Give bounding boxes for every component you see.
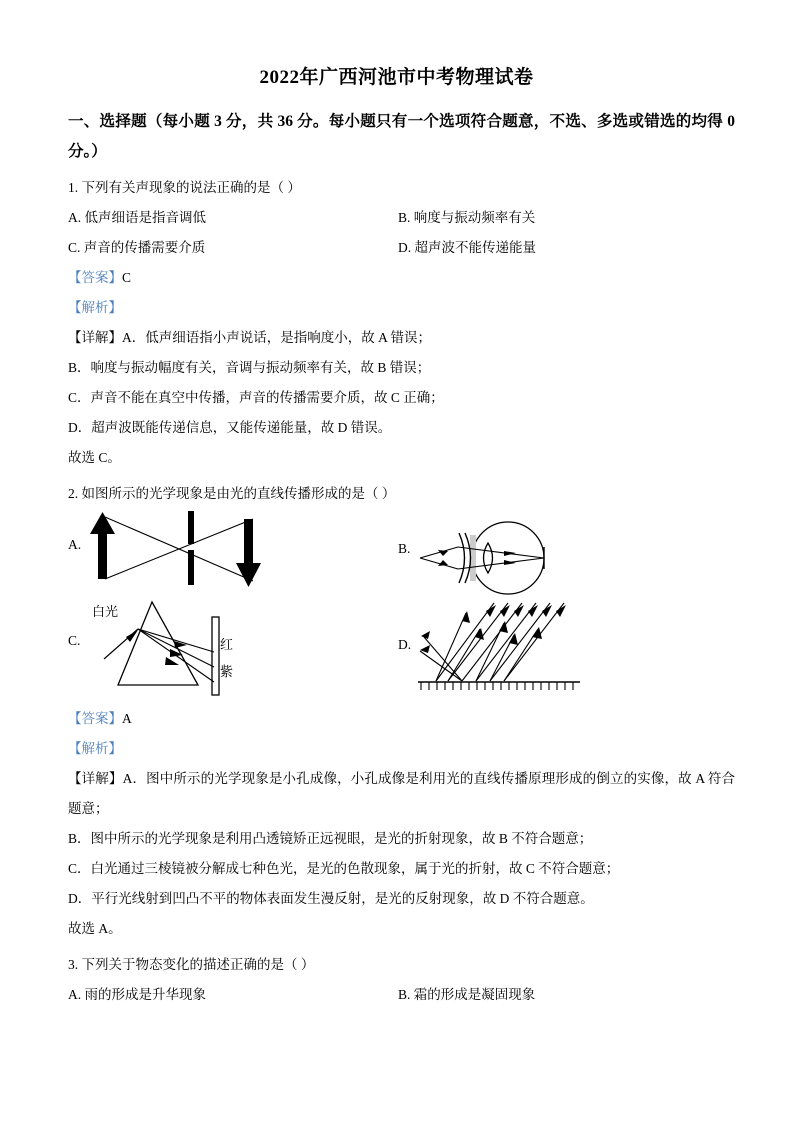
question-2-analysis-head: [0, 734, 793, 764]
question-1-stem: [0, 167, 793, 203]
option-a-key: A.: [68, 987, 82, 1002]
question-3-stem: [0, 944, 793, 980]
question-2-text: 如图所示的光学现象是由光的直线传播形成的是（ ）: [81, 486, 396, 501]
question-2-answer: [0, 704, 793, 734]
question-2-explanation-line-2: B．图中所示的光学现象是利用凸透镜矫正远视眼，是光的折射现象，故 B 不符合题意；: [68, 831, 593, 846]
detail-tag: 【详解】: [68, 771, 123, 786]
question-1-option-c[interactable]: [68, 240, 205, 255]
question-1-explanation-line-2: B．响度与振动幅度有关，音调与振动频率有关，故 B 错误；: [68, 360, 431, 375]
detail-tag: 【详解】: [68, 330, 122, 345]
option-d-key: D.: [398, 240, 412, 255]
question-3-options-row-1: [0, 980, 793, 1010]
question-2-figure: [0, 509, 793, 704]
question-1-answer-value: C: [122, 270, 132, 285]
question-3-text: 下列关于物态变化的描述正确的是（ ）: [81, 957, 315, 972]
option-a-text: 雨的形成是升华现象: [84, 987, 206, 1002]
question-2-stem: [0, 473, 793, 509]
option-c-text: 声音的传播需要介质: [83, 240, 206, 255]
option-a-text: 低声细语是指音调低: [84, 210, 206, 225]
question-1-explanation-line-1: [0, 323, 793, 353]
prism-dispersion-icon: [96, 597, 226, 702]
option-d-text: 超声波不能传递能量: [414, 240, 536, 255]
explanation-text: A．低声细语指小声说话，是指响度小，故 A 错误；: [122, 330, 432, 345]
analysis-tag: 【解析】: [68, 741, 122, 756]
page-title: 2022年广西河池市中考物理试卷: [259, 67, 534, 88]
option-b-text: 霜的形成是凝固现象: [413, 987, 536, 1002]
question-2-explanation-line-1: [0, 764, 793, 824]
explanation-text: A．图中所示的光学现象是小孔成像，小孔成像是利用光的直线传播原理形成的倒立的实像，故 A 符合题意；: [68, 771, 735, 816]
option-c-key: C.: [68, 240, 81, 255]
figure-option-d-label: D.: [398, 637, 412, 652]
question-1-option-b[interactable]: [398, 203, 535, 233]
figure-option-a-label: A.: [68, 537, 82, 552]
eye-convex-lens-icon: [418, 509, 568, 599]
question-1-text: 下列有关声现象的说法正确的是（ ）: [81, 180, 301, 195]
question-1-number: 1.: [68, 180, 79, 195]
figure-option-c-label: C.: [68, 633, 81, 648]
question-1-option-a[interactable]: [68, 210, 206, 225]
question-2-explanation-line-3: C．白光通过三棱镜被分解成七种色光，是光的色散现象，属于光的折射，故 C 不符合题意；: [68, 861, 620, 876]
question-1-options-row-2: [0, 233, 793, 263]
white-light-label: 白光: [92, 604, 119, 619]
question-1-option-d[interactable]: [398, 233, 536, 263]
question-2-answer-value: A: [122, 711, 132, 726]
analysis-tag: 【解析】: [68, 300, 122, 315]
question-1-answer: [0, 263, 793, 293]
answer-tag: 【答案】: [68, 711, 122, 726]
question-3-option-b[interactable]: [398, 980, 535, 1010]
figure-option-b-label: B.: [398, 541, 411, 556]
question-2-explanation-line-4: D．平行光线射到凹凸不平的物体表面发生漫反射，是光的反射现象，故 D 不符合题意。: [68, 891, 594, 906]
option-b-key: B.: [398, 987, 411, 1002]
option-b-key: B.: [398, 210, 411, 225]
section-heading: 一、选择题（每小题 3 分，共 36 分。每小题只有一个选项符合题意，不选、多选或错选的均得 0 分。）: [68, 113, 735, 160]
red-light-label: 红: [220, 637, 234, 652]
question-2-explanation-line-5: 故选 A。: [68, 921, 122, 936]
violet-light-label: 紫: [220, 664, 234, 679]
question-1-explanation-line-5: 故选 C。: [68, 450, 121, 465]
question-3-option-a[interactable]: [68, 987, 206, 1002]
question-3-number: 3.: [68, 957, 79, 972]
diffuse-reflection-icon: [418, 599, 583, 699]
question-1-explanation-line-3: C．声音不能在真空中传播，声音的传播需要介质，故 C 正确；: [68, 390, 444, 405]
option-a-key: A.: [68, 210, 82, 225]
option-b-text: 响度与振动频率有关: [413, 210, 536, 225]
question-1-analysis-head: [0, 293, 793, 323]
pinhole-camera-icon: [85, 509, 285, 599]
question-1-options-row-1: [0, 203, 793, 233]
answer-tag: 【答案】: [68, 270, 122, 285]
question-2-number: 2.: [68, 486, 79, 501]
question-1-explanation-line-4: D．超声波既能传递信息，又能传递能量，故 D 错误。: [68, 420, 392, 435]
